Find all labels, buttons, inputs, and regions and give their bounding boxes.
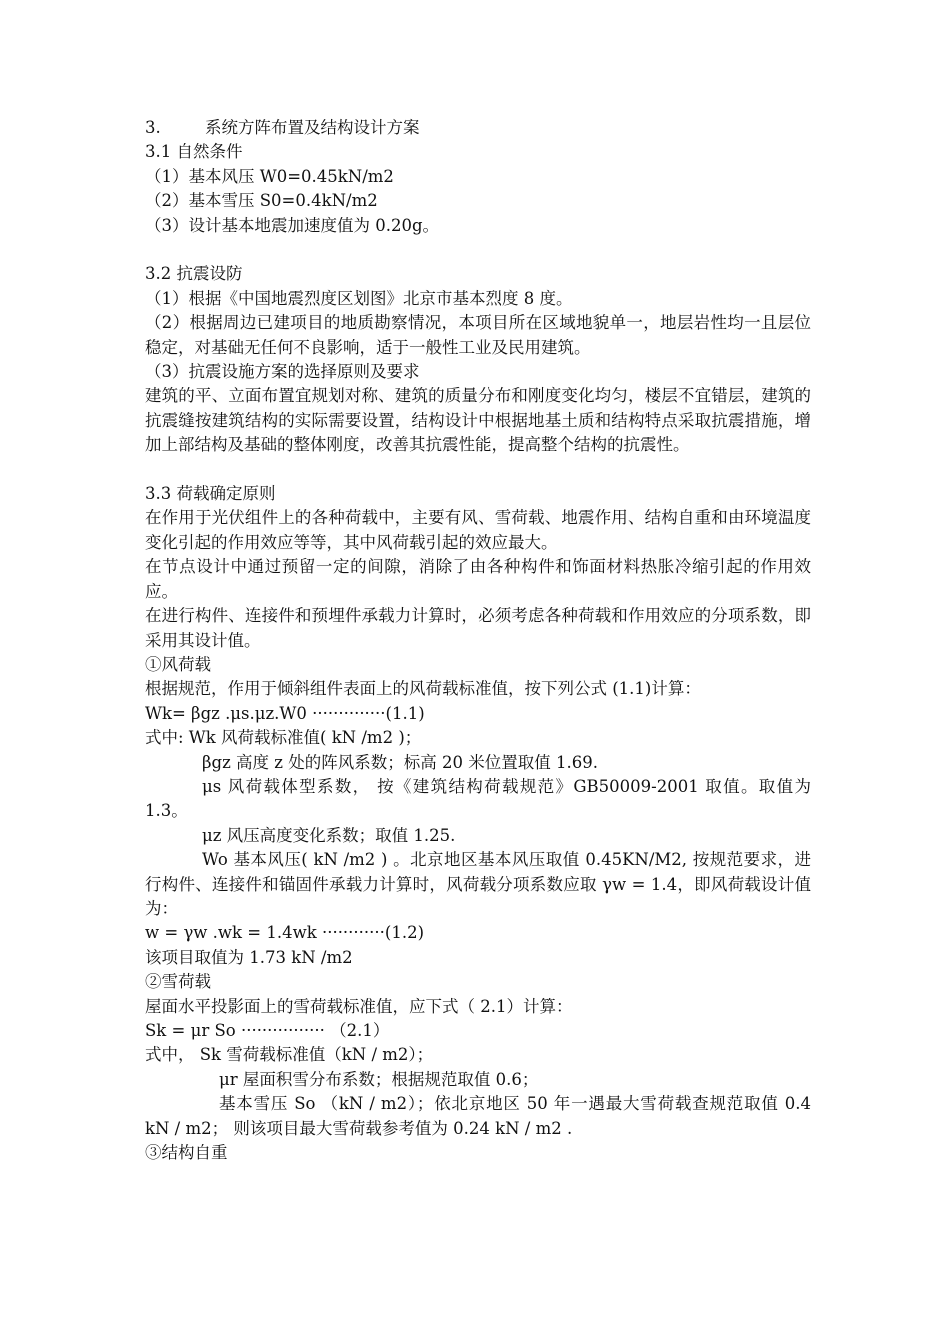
- snow-ur-definition: μr 屋面积雪分布系数；根据规范取值 0.6；: [219, 1069, 539, 1089]
- document-body: [145, 116, 811, 1165]
- seismic-item-1: （1）根据《中国地震烈度区划图》北京市基本烈度 8 度。: [145, 288, 573, 308]
- self-weight-title: ③结构自重: [145, 1143, 228, 1163]
- snow-load-formula: Sk = μr So ················ （2.1）: [145, 1021, 390, 1040]
- snow-load-intro: 屋面水平投影面上的雪荷载标准值，应下式（ 2.1）计算：: [145, 996, 573, 1016]
- wind-load-formula: Wk= βgz .μs.μz.W0 ··············(1.1): [145, 703, 425, 723]
- wind-load-where: 式中: Wk 风荷载标准值( kN /m2 )；: [145, 728, 422, 748]
- wind-bgz-definition: βgz 高度 z 处的阵风系数；标高 20 米位置取值 1.69.: [202, 752, 598, 772]
- snow-load-title: ②雪荷载: [145, 972, 211, 992]
- section-3-2-heading: 3.2 抗震设防: [145, 264, 243, 284]
- seismic-paragraph: 建筑的平、立面布置宜规划对称、建筑的质量分布和刚度变化均匀，楼层不宜错层，建筑的抗震缝按建筑结构的实际需要设置，结构设计中根据地基土质和结构特点采取抗震措施，增加上部结构及基础的整体刚度，改善其抗震性能，提高整个结构的抗震性。: [145, 386, 811, 455]
- section-3-1-heading: 3.1 自然条件: [145, 142, 243, 162]
- wind-load-title: ①风荷载: [145, 654, 211, 674]
- section-title: 系统方阵布置及结构设计方案: [205, 118, 420, 137]
- natural-condition-item-2: （2）基本雪压 S0=0.4kN/m2: [145, 191, 378, 211]
- section-number: 3.: [145, 118, 161, 137]
- wind-load-intro: 根据规范，作用于倾斜组件表面上的风荷载标准值，按下列公式 (1.1)计算：: [145, 679, 701, 699]
- paragraph-gap: [145, 458, 811, 482]
- seismic-item-2: （2）根据周边已建项目的地质勘察情况，本项目所在区域地貌单一，地层岩性均一且层位稳定，对基础无任何不良影响，适于一般性工业及民用建筑。: [145, 313, 811, 357]
- load-paragraph-1: 在作用于光伏组件上的各种荷载中，主要有风、雪荷载、地震作用、结构自重和由环境温度变化引起的作用效应等等，其中风荷载引起的效应最大。: [145, 508, 811, 552]
- wind-wo-definition: Wo 基本风压( kN /m2 ) 。北京地区基本风压取值 0.45KN/M2, 按规范要求，进行构件、连接件和锚固件承载力计算时，风荷载分项系数应取 γw = 1.4，即风荷载设计值为：: [145, 850, 811, 918]
- seismic-item-3: （3）抗震设施方案的选择原则及要求: [145, 362, 420, 382]
- snow-load-where: 式中， Sk 雪荷载标准值（kN / m2）；: [145, 1045, 434, 1065]
- snow-so-definition: 基本雪压 So （kN / m2）；依北京地区 50 年一遇最大雪荷载查规范取值 0.4 kN / m2； 则该项目最大雪荷载参考值为 0.24 kN / m2 .: [145, 1094, 811, 1138]
- load-paragraph-2: 在节点设计中通过预留一定的间隙，消除了由各种构件和饰面材料热胀冷缩引起的作用效应。: [145, 557, 811, 601]
- natural-condition-item-3: （3）设计基本地震加速度值为 0.20g。: [145, 215, 440, 235]
- wind-load-result: 该项目取值为 1.73 kN /m2: [145, 947, 353, 967]
- section-3-heading: [145, 116, 811, 140]
- wind-load-formula-2: w = γw .wk = 1.4wk ············(1.2): [145, 923, 425, 943]
- wind-us-definition: μs 风荷载体型系数， 按《建筑结构荷载规范》GB50009-2001 取值。取值为 1.3。: [145, 776, 811, 821]
- section-3-3-heading: 3.3 荷载确定原则: [145, 484, 276, 504]
- paragraph-gap: [145, 238, 811, 262]
- wind-uz-definition: μz 风压高度变化系数；取值 1.25.: [202, 825, 456, 845]
- natural-condition-item-1: （1）基本风压 W0=0.45kN/m2: [145, 166, 394, 186]
- load-paragraph-3: 在进行构件、连接件和预埋件承载力计算时，必须考虑各种荷载和作用效应的分项系数，即采用其设计值。: [145, 606, 811, 650]
